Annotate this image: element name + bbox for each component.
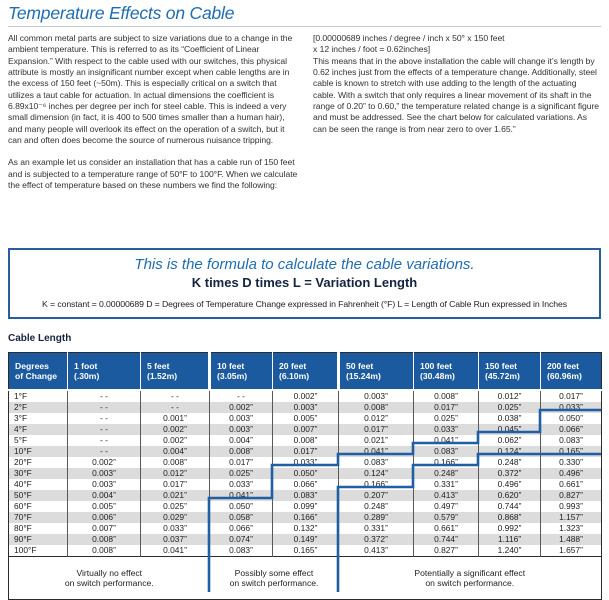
variation-cell: 0.058”: [210, 512, 273, 523]
column-header-7: 150 feet (45.72m): [479, 353, 541, 391]
variation-cell: 0.165”: [273, 545, 339, 557]
degrees-cell: 5°F: [9, 435, 68, 446]
column-header-1: 1 foot (.30m): [68, 353, 141, 391]
variation-cell: - -: [68, 424, 141, 435]
variation-cell: 0.330”: [559, 457, 583, 467]
column-header-8: 200 feet (60.96m): [541, 353, 602, 391]
table-row: [9, 390, 602, 402]
variation-cell: 0.149”: [273, 534, 339, 545]
variation-cell: 0.083”: [273, 490, 339, 501]
variation-cell: 0.005”: [273, 413, 339, 424]
table-row: [9, 512, 602, 523]
degrees-cell: 1°F: [9, 390, 68, 402]
variation-cell: 0.017”: [559, 391, 583, 401]
variation-cell: 1.323”: [559, 523, 583, 533]
degrees-cell: 4°F: [9, 424, 68, 435]
variation-cell: 0.132”: [273, 523, 339, 534]
variation-cell: - -: [68, 435, 141, 446]
column-header-0: Degrees of Change: [9, 353, 68, 391]
variation-cell: - -: [141, 402, 210, 413]
variation-cell: 0.083”: [559, 435, 583, 445]
calculation-line-2: x 12 inches / foot = 0.62inches]: [313, 44, 431, 55]
intro-right-column: [313, 33, 601, 191]
variation-cell: - -: [68, 390, 141, 402]
variation-cell: - -: [68, 446, 141, 457]
column-header-2: 5 feet (1.52m): [141, 353, 210, 391]
variation-cell: 1.488”: [559, 534, 583, 544]
table-row: [9, 435, 602, 446]
table-row: [9, 479, 602, 490]
variation-cell: 0.025”: [414, 413, 479, 424]
variation-cell: 0.003”: [273, 402, 339, 413]
table-row: [9, 402, 602, 413]
variation-cell: 0.041”: [141, 545, 210, 557]
formula-legend: K = constant = 0.00000689 D = Degrees of Temperature Change expressed in Fahrenheit (°F) L = Length of Cable Run expressed in Inches: [42, 299, 567, 309]
degrees-cell: 100°F: [9, 545, 68, 557]
variation-cell: 1.116”: [479, 534, 541, 545]
table-header: [9, 353, 602, 391]
table-body: [9, 390, 602, 557]
variation-cell: 0.033”: [210, 479, 273, 490]
degrees-cell: 40°F: [9, 479, 68, 490]
variation-cell: 0.166”: [339, 479, 414, 490]
degrees-cell: 70°F: [9, 512, 68, 523]
variation-cell: 0.003”: [210, 424, 273, 435]
degrees-cell: 60°F: [9, 501, 68, 512]
degrees-cell: 80°F: [9, 523, 68, 534]
variation-cell: 0.083”: [339, 457, 414, 468]
variation-cell: 0.038”: [479, 413, 541, 424]
variation-cell: 0.050”: [559, 413, 583, 423]
variation-cell: 0.006”: [68, 512, 141, 523]
variation-cell: 0.066”: [210, 523, 273, 534]
calculation-line-1: [0.00000689 inches / degree / inch x 50° x 150 feet: [313, 33, 505, 43]
variation-cell: 0.033”: [273, 457, 339, 468]
variation-cell: 0.008”: [68, 534, 141, 545]
table-row: [9, 457, 602, 468]
variation-cell: 0.124”: [479, 446, 541, 457]
variation-cell: 0.003”: [210, 413, 273, 424]
variation-cell: 0.033”: [141, 523, 210, 534]
variation-cell: 0.025”: [141, 501, 210, 512]
table-row: [9, 523, 602, 534]
intro-paragraph-1: All common metal parts are subject to size variations due to a change in the ambient temperature. This is referred to as its “Coefficient of Linear Expansion.” With respect to the cable used with our switches, this physical attribute is mostly an insignificant number except when cable lengths are in the excess of 150 feet (~50m). This is especially critical on a switch that utilizes a taut cable for actuation. In actual dimensions the coefficient is 6.89x10⁻⁶ inches per degree per inch for steel cable. This is indeed a very small dimension (in fact, it is 400 to 500 times smaller than a human hair), and many people will overlook its effect on the operation of a switch, but it can and often does become the source of numerous nuisance tripping.: [8, 33, 293, 146]
variation-cell: 0.002”: [68, 457, 141, 468]
variation-cell: 0.413”: [339, 545, 414, 557]
variation-cell: 0.002”: [210, 402, 273, 413]
variation-cell: 0.744”: [479, 501, 541, 512]
variation-cell: 0.372”: [479, 468, 541, 479]
effect-summary-1: Possibly some effect on switch performance.: [210, 557, 339, 600]
degrees-cell: 10°F: [9, 446, 68, 457]
variation-cell: 0.496”: [559, 468, 583, 478]
variation-cell: 0.004”: [210, 435, 273, 446]
variation-cell: 0.021”: [141, 490, 210, 501]
table-label: Cable Length: [8, 333, 72, 344]
variation-cell: 0.289”: [339, 512, 414, 523]
cable-length-table: [8, 352, 602, 600]
table-row: [9, 413, 602, 424]
variation-cell: 0.248”: [414, 468, 479, 479]
variation-cell: 0.827”: [414, 545, 479, 557]
variation-cell: 0.868”: [479, 512, 541, 523]
variation-cell: 0.166”: [414, 457, 479, 468]
variation-cell: 0.248”: [339, 501, 414, 512]
column-header-5: 50 feet (15.24m): [339, 353, 414, 391]
table-row: [9, 490, 602, 501]
variation-cell: 0.992”: [479, 523, 541, 534]
variation-cell: 0.004”: [68, 490, 141, 501]
variation-cell: 0.496”: [479, 479, 541, 490]
variation-cell: 0.207”: [339, 490, 414, 501]
variation-cell: 0.041”: [339, 446, 414, 457]
variation-cell: 0.993”: [559, 501, 583, 511]
variation-cell: 0.620”: [479, 490, 541, 501]
variation-cell: 0.029”: [141, 512, 210, 523]
formula-box: [8, 248, 601, 319]
page-title: Temperature Effects on Cable: [8, 3, 235, 23]
variation-cell: 0.017”: [414, 402, 479, 413]
variation-cell: 0.083”: [414, 446, 479, 457]
variation-cell: 0.008”: [414, 390, 479, 402]
variation-cell: 0.017”: [339, 424, 414, 435]
variation-cell: 0.248”: [479, 457, 541, 468]
formula-heading: This is the formula to calculate the cable variations.: [134, 256, 475, 273]
degrees-cell: 30°F: [9, 468, 68, 479]
variation-cell: 0.012”: [141, 468, 210, 479]
variation-cell: 0.017”: [210, 457, 273, 468]
variation-cell: 0.017”: [273, 446, 339, 457]
variation-cell: 0.041”: [414, 435, 479, 446]
variation-cell: 0.008”: [339, 402, 414, 413]
intro-left-column: [8, 33, 298, 191]
variation-cell: - -: [141, 390, 210, 402]
variation-cell: 1.157”: [559, 512, 583, 522]
variation-cell: 0.331”: [339, 523, 414, 534]
table-row: [9, 446, 602, 457]
table-row: [9, 501, 602, 512]
variation-cell: 0.041”: [210, 490, 273, 501]
title-divider: [8, 26, 601, 27]
variation-cell: - -: [210, 390, 273, 402]
intro-paragraph-2: As an example let us consider an installation that has a cable run of 150 feet and is subjected to a temperature range of 50°F to 100°F. When we calculate the effect of temperature based on these numbers we find the following:: [8, 157, 298, 191]
variation-cell: 0.008”: [141, 457, 210, 468]
variation-cell: 0.003”: [339, 390, 414, 402]
variation-cell: 0.002”: [141, 435, 210, 446]
variation-cell: 0.166”: [273, 512, 339, 523]
effect-summary-0: Virtually no effect on switch performance.: [9, 557, 210, 600]
variation-cell: 0.045”: [479, 424, 541, 435]
variation-cell: 0.497”: [414, 501, 479, 512]
column-header-3: 10 feet (3.05m): [210, 353, 273, 391]
variation-cell: 0.007”: [68, 523, 141, 534]
variation-cell: 0.008”: [210, 446, 273, 457]
variation-cell: 0.827”: [559, 490, 583, 500]
variation-cell: 0.579”: [414, 512, 479, 523]
variation-cell: - -: [68, 413, 141, 424]
variation-cell: 0.017”: [141, 479, 210, 490]
effect-summary-2: Potentially a significant effect on switch performance.: [339, 557, 602, 600]
cable-length-table-wrap: [8, 352, 601, 593]
variation-cell: 0.021”: [339, 435, 414, 446]
variation-cell: 0.003”: [68, 468, 141, 479]
variation-cell: 0.661”: [559, 479, 583, 489]
variation-cell: 0.372”: [339, 534, 414, 545]
degrees-cell: 2°F: [9, 402, 68, 413]
variation-cell: 0.005”: [68, 501, 141, 512]
variation-cell: 0.083”: [210, 545, 273, 557]
column-header-4: 20 feet (6.10m): [273, 353, 339, 391]
intro-paragraph-3: This means that in the above installation the cable will change it’s length by 0.62 inches just from the effects of a temperature change. Additionally, steel cable is known to stretch with use adding to the length of the actuating cable. With a switch that only requires a linear movement of its shaft in the range of 0.20” to 0.60,” the temperature related change is a significant figure and must be addressed. See the chart below for calculated variations. As can be seen the range is from near zero to over 1.65.”: [313, 55, 600, 134]
variation-cell: - -: [68, 402, 141, 413]
variation-cell: 0.124”: [339, 468, 414, 479]
variation-cell: 0.033”: [414, 424, 479, 435]
intro-text-columns: [8, 33, 601, 191]
variation-cell: 0.007”: [273, 424, 339, 435]
column-header-6: 100 feet (30.48m): [414, 353, 479, 391]
variation-cell: 0.033”: [559, 402, 583, 412]
table-row: [9, 534, 602, 545]
variation-cell: 0.661”: [414, 523, 479, 534]
variation-cell: 0.165”: [559, 446, 583, 456]
table-row: [9, 468, 602, 479]
degrees-cell: 50°F: [9, 490, 68, 501]
variation-cell: 0.050”: [273, 468, 339, 479]
variation-cell: 0.066”: [273, 479, 339, 490]
variation-cell: 0.099”: [273, 501, 339, 512]
variation-cell: 0.037”: [141, 534, 210, 545]
variation-cell: 0.004”: [141, 446, 210, 457]
degrees-cell: 90°F: [9, 534, 68, 545]
variation-cell: 0.002”: [141, 424, 210, 435]
variation-cell: 0.413”: [414, 490, 479, 501]
degrees-cell: 3°F: [9, 413, 68, 424]
variation-cell: 0.012”: [339, 413, 414, 424]
variation-cell: 0.025”: [479, 402, 541, 413]
variation-cell: 1.240”: [479, 545, 541, 557]
variation-cell: 0.012”: [479, 390, 541, 402]
variation-cell: 0.074”: [210, 534, 273, 545]
variation-cell: 0.050”: [210, 501, 273, 512]
variation-cell: 1.657”: [559, 545, 583, 555]
variation-cell: 0.025”: [210, 468, 273, 479]
variation-cell: 0.008”: [68, 545, 141, 557]
variation-cell: 0.001”: [141, 413, 210, 424]
table-row: [9, 424, 602, 435]
variation-cell: 0.066”: [559, 424, 583, 434]
variation-cell: 0.331”: [414, 479, 479, 490]
formula-equation: K times D times L = Variation Length: [191, 275, 418, 290]
variation-cell: 0.002”: [273, 390, 339, 402]
variation-cell: 0.003”: [68, 479, 141, 490]
degrees-cell: 20°F: [9, 457, 68, 468]
variation-cell: 0.744”: [414, 534, 479, 545]
table-footer: [9, 557, 602, 600]
variation-cell: 0.062”: [479, 435, 541, 446]
table-row: [9, 545, 602, 557]
variation-cell: 0.008”: [273, 435, 339, 446]
